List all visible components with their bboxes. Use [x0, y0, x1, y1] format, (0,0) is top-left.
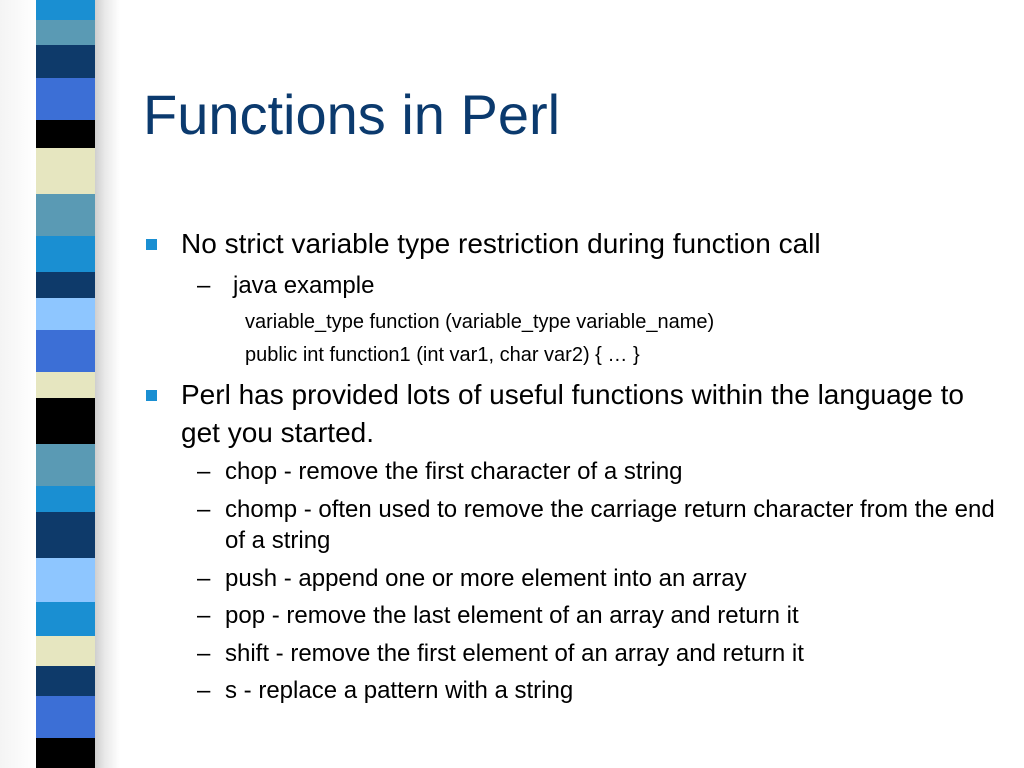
- stripe-block: [36, 78, 96, 120]
- stripe-block: [36, 512, 96, 558]
- stripe-block: [36, 0, 96, 20]
- sub-bullet-text: chomp - often used to remove the carriage return character from the end of a string: [225, 496, 995, 554]
- stripe-block: [36, 236, 96, 272]
- dash-icon: –: [197, 272, 211, 299]
- stripe-block: [36, 194, 96, 236]
- decorative-stripe: [0, 0, 120, 768]
- sub-bullet-text: s - replace a pattern with a string: [225, 677, 574, 704]
- code-line: public int function1 (int var1, char var2) { … }: [245, 344, 640, 366]
- stripe-block: [36, 602, 96, 636]
- stripe-block: [36, 372, 96, 398]
- stripe-block: [36, 298, 96, 330]
- stripe-edge: [0, 0, 36, 768]
- stripe-shadow: [95, 0, 120, 768]
- stripe-block: [36, 20, 96, 45]
- bullet-text: No strict variable type restriction during function call: [181, 228, 821, 259]
- stripe-blocks: [36, 0, 96, 768]
- dash-icon: –: [197, 565, 211, 592]
- sub-bullet-text: chop - remove the first character of a string: [225, 458, 683, 485]
- dash-icon: –: [197, 602, 211, 629]
- stripe-block: [36, 558, 96, 602]
- code-line: variable_type function (variable_type variable_name): [245, 311, 715, 333]
- dash-icon: –: [197, 677, 211, 704]
- slide-title: Functions in Perl: [143, 83, 561, 146]
- stripe-block: [36, 666, 96, 696]
- square-bullet-icon: [146, 239, 157, 250]
- dash-icon: –: [197, 496, 211, 523]
- square-bullet-icon: [146, 390, 157, 401]
- stripe-block: [36, 45, 96, 78]
- stripe-block: [36, 148, 96, 194]
- sub-bullet-text: push - append one or more element into an array: [225, 565, 747, 592]
- stripe-block: [36, 120, 96, 148]
- sub-bullet-text: shift - remove the first element of an array and return it: [225, 640, 804, 667]
- bullet-text: Perl has provided lots of useful functions within the language to get you started.: [181, 379, 964, 448]
- dash-icon: –: [197, 640, 211, 667]
- stripe-block: [36, 696, 96, 738]
- stripe-block: [36, 444, 96, 486]
- sub-bullet-text: pop - remove the last element of an array and return it: [225, 602, 799, 629]
- stripe-block: [36, 636, 96, 666]
- stripe-block: [36, 272, 96, 298]
- stripe-block: [36, 486, 96, 512]
- stripe-block: [36, 738, 96, 768]
- stripe-block: [36, 398, 96, 444]
- dash-icon: –: [197, 458, 211, 485]
- stripe-block: [36, 330, 96, 372]
- sub-bullet-text: java example: [233, 272, 375, 299]
